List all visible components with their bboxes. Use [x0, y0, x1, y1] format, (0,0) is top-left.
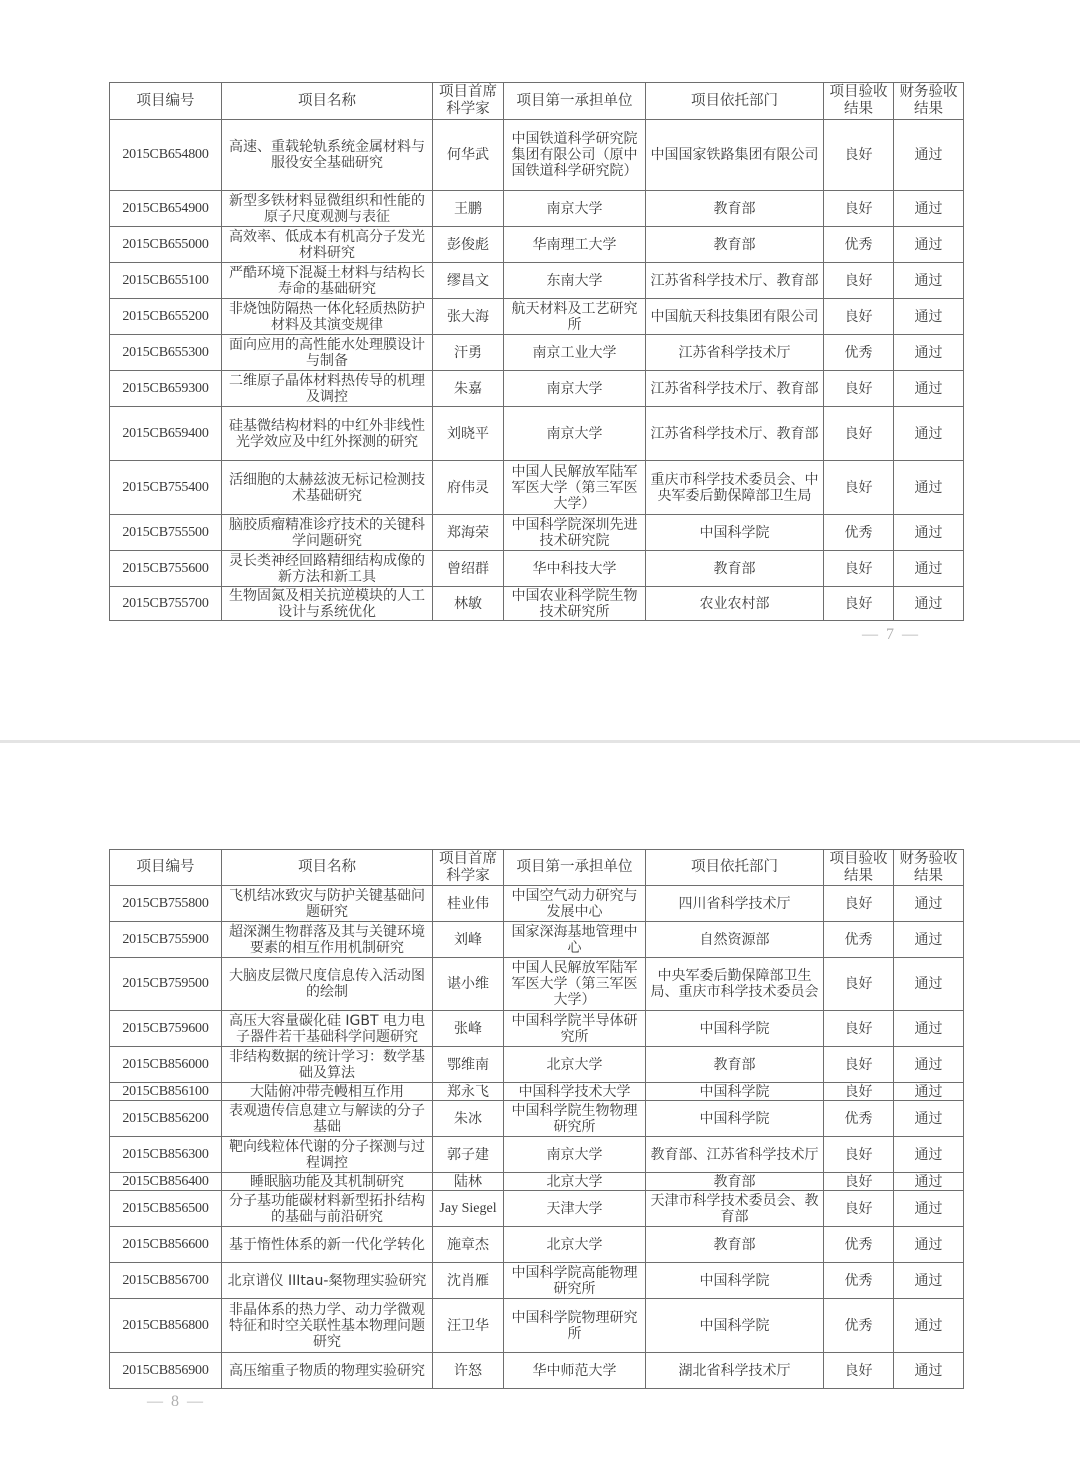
project-name-cell: 硅基微结构材料的中红外非线性光学效应及中红外探测的研究 — [222, 407, 433, 461]
table-row — [110, 1353, 964, 1389]
table-row — [110, 1263, 964, 1299]
lead-unit-cell: 航天材料及工艺研究所 — [504, 299, 646, 335]
chief-scientist-cell: 张大海 — [433, 299, 504, 335]
column-header-line: 项目验收 — [829, 850, 888, 867]
project-result-cell: 良好 — [824, 371, 894, 407]
table-row — [110, 886, 964, 922]
document-page-8 — [0, 743, 1080, 1460]
page-number: — 8 — — [147, 1393, 205, 1410]
project-name-cell: 超深渊生物群落及其与关键环境要素的相互作用机制研究 — [222, 922, 433, 958]
project-code-cell: 2015CB856100 — [110, 1083, 222, 1101]
supporting-dept-cell: 教育部、江苏省科学技术厅 — [646, 1137, 824, 1173]
lead-unit-cell: 中国人民解放军陆军军医大学（第三军医大学） — [504, 958, 646, 1011]
column-header — [894, 850, 964, 886]
finance-result-cell: 通过 — [894, 227, 964, 263]
chief-scientist-cell: 郑永飞 — [433, 1083, 504, 1101]
column-header-line: 结果 — [914, 101, 943, 117]
column-header-line: 项目编号 — [136, 92, 195, 109]
column-header — [222, 850, 433, 886]
project-code-cell: 2015CB755500 — [110, 515, 222, 551]
chief-scientist-cell: 何华武 — [433, 120, 504, 191]
project-code-cell: 2015CB856000 — [110, 1047, 222, 1083]
project-result-cell: 良好 — [824, 1173, 894, 1191]
project-result-cell: 优秀 — [824, 1101, 894, 1137]
project-result-cell: 优秀 — [824, 335, 894, 371]
project-result-cell: 良好 — [824, 191, 894, 227]
column-header-line: 科学家 — [446, 101, 490, 117]
table-header-row — [110, 850, 964, 886]
project-result-cell: 良好 — [824, 1191, 894, 1227]
lead-unit-cell: 国家深海基地管理中心 — [504, 922, 646, 958]
project-name-cell: 严酷环境下混凝土材料与结构长寿命的基础研究 — [222, 263, 433, 299]
column-header-line: 结果 — [844, 867, 873, 884]
project-code-cell: 2015CB654900 — [110, 191, 222, 227]
lead-unit-cell: 华中师范大学 — [504, 1353, 646, 1389]
supporting-dept-cell: 四川省科学技术厅 — [646, 886, 824, 922]
supporting-dept-cell: 中国科学院 — [646, 1101, 824, 1137]
lead-unit-cell: 中国科学院物理研究所 — [504, 1299, 646, 1353]
project-name-cell: 灵长类神经回路精细结构成像的新方法和新工具 — [222, 551, 433, 587]
supporting-dept-cell: 中国科学院 — [646, 1299, 824, 1353]
chief-scientist-cell: 郑海荣 — [433, 515, 504, 551]
column-header — [433, 850, 504, 886]
lead-unit-cell: 中国人民解放军陆军军医大学（第三军医大学） — [504, 461, 646, 515]
chief-scientist-cell: 刘峰 — [433, 922, 504, 958]
column-header-line: 项目第一承担单位 — [516, 859, 633, 875]
chief-scientist-cell: 陆林 — [433, 1173, 504, 1191]
project-name-cell: 分子基功能碳材料新型拓扑结构的基础与前沿研究 — [222, 1191, 433, 1227]
chief-scientist-cell: 许怒 — [433, 1353, 504, 1389]
supporting-dept-cell: 中国科学院 — [646, 1011, 824, 1047]
project-code-cell: 2015CB659400 — [110, 407, 222, 461]
project-result-cell: 良好 — [824, 1353, 894, 1389]
finance-result-cell: 通过 — [894, 551, 964, 587]
project-code-cell: 2015CB856600 — [110, 1227, 222, 1263]
supporting-dept-cell: 教育部 — [646, 551, 824, 587]
column-header-line: 项目名称 — [298, 92, 356, 109]
project-code-cell: 2015CB655300 — [110, 335, 222, 371]
project-acceptance-table-page-8 — [109, 849, 964, 1389]
project-code-cell: 2015CB755800 — [110, 886, 222, 922]
supporting-dept-cell: 教育部 — [646, 1227, 824, 1263]
project-result-cell: 良好 — [824, 461, 894, 515]
project-code-cell: 2015CB856300 — [110, 1137, 222, 1173]
project-code-cell: 2015CB759600 — [110, 1011, 222, 1047]
chief-scientist-cell: 曾绍群 — [433, 551, 504, 587]
table-row — [110, 1227, 964, 1263]
column-header-line: 项目依托部门 — [691, 92, 778, 109]
project-name-cell: 表观遗传信息建立与解读的分子基础 — [222, 1101, 433, 1137]
project-name-cell: 非结构数据的统计学习：数学基础及算法 — [222, 1047, 433, 1083]
project-code-cell: 2015CB755400 — [110, 461, 222, 515]
project-result-cell: 良好 — [824, 120, 894, 191]
project-code-cell: 2015CB856500 — [110, 1191, 222, 1227]
finance-result-cell: 通过 — [894, 1137, 964, 1173]
table-row — [110, 1173, 964, 1191]
table-row — [110, 1137, 964, 1173]
supporting-dept-cell: 农业农村部 — [646, 587, 824, 621]
table-row — [110, 922, 964, 958]
chief-scientist-cell: 桂业伟 — [433, 886, 504, 922]
project-name-cell: 高压缩重子物质的物理实验研究 — [222, 1353, 433, 1389]
chief-scientist-cell: 缪昌文 — [433, 263, 504, 299]
table-row — [110, 1083, 964, 1101]
table-row — [110, 299, 964, 335]
column-header — [504, 850, 646, 886]
column-header — [646, 850, 824, 886]
page-number: — 7 — — [862, 626, 920, 643]
chief-scientist-cell: 朱嘉 — [433, 371, 504, 407]
supporting-dept-cell: 教育部 — [646, 227, 824, 263]
lead-unit-cell: 中国科学院半导体研究所 — [504, 1011, 646, 1047]
supporting-dept-cell: 江苏省科学技术厅、教育部 — [646, 263, 824, 299]
column-header-line: 科学家 — [446, 867, 490, 884]
project-code-cell: 2015CB856900 — [110, 1353, 222, 1389]
project-name-cell: 二维原子晶体材料热传导的机理及调控 — [222, 371, 433, 407]
finance-result-cell: 通过 — [894, 191, 964, 227]
chief-scientist-cell: 汪卫华 — [433, 1299, 504, 1353]
table-row — [110, 407, 964, 461]
chief-scientist-cell: 郭子建 — [433, 1137, 504, 1173]
finance-result-cell: 通过 — [894, 461, 964, 515]
project-code-cell: 2015CB856200 — [110, 1101, 222, 1137]
table-row — [110, 227, 964, 263]
column-header — [222, 83, 433, 120]
supporting-dept-cell: 教育部 — [646, 1047, 824, 1083]
lead-unit-cell: 南京大学 — [504, 1137, 646, 1173]
project-name-cell: 靶向线粒体代谢的分子探测与过程调控 — [222, 1137, 433, 1173]
supporting-dept-cell: 中国科学院 — [646, 515, 824, 551]
project-code-cell: 2015CB856400 — [110, 1173, 222, 1191]
finance-result-cell: 通过 — [894, 120, 964, 191]
table-row — [110, 551, 964, 587]
project-result-cell: 良好 — [824, 1011, 894, 1047]
project-result-cell: 优秀 — [824, 515, 894, 551]
project-result-cell: 良好 — [824, 263, 894, 299]
project-code-cell: 2015CB755700 — [110, 587, 222, 621]
project-result-cell: 良好 — [824, 407, 894, 461]
supporting-dept-cell: 中国航天科技集团有限公司 — [646, 299, 824, 335]
lead-unit-cell: 南京大学 — [504, 371, 646, 407]
supporting-dept-cell: 江苏省科学技术厅、教育部 — [646, 371, 824, 407]
finance-result-cell: 通过 — [894, 1101, 964, 1137]
project-name-cell: 新型多铁材料显微组织和性能的原子尺度观测与表征 — [222, 191, 433, 227]
column-header-line: 项目首席 — [439, 84, 497, 100]
project-result-cell: 良好 — [824, 1083, 894, 1101]
column-header — [894, 83, 964, 120]
column-header — [646, 83, 824, 120]
column-header-line: 结果 — [844, 101, 873, 117]
project-name-cell: 北京谱仪 IIItau-粲物理实验研究 — [222, 1263, 433, 1299]
table-row — [110, 335, 964, 371]
finance-result-cell: 通过 — [894, 1227, 964, 1263]
finance-result-cell: 通过 — [894, 587, 964, 621]
column-header — [824, 850, 894, 886]
finance-result-cell: 通过 — [894, 1083, 964, 1101]
supporting-dept-cell: 江苏省科学技术厅、教育部 — [646, 407, 824, 461]
chief-scientist-cell: 刘晓平 — [433, 407, 504, 461]
supporting-dept-cell: 重庆市科学技术委员会、中央军委后勤保障部卫生局 — [646, 461, 824, 515]
table-row — [110, 1101, 964, 1137]
project-name-cell: 活细胞的太赫兹波无标记检测技术基础研究 — [222, 461, 433, 515]
finance-result-cell: 通过 — [894, 1047, 964, 1083]
table-row — [110, 515, 964, 551]
lead-unit-cell: 华南理工大学 — [504, 227, 646, 263]
column-header-line: 结果 — [914, 867, 943, 884]
column-header-line: 项目首席 — [439, 850, 497, 867]
chief-scientist-cell: 朱冰 — [433, 1101, 504, 1137]
table-row — [110, 191, 964, 227]
supporting-dept-cell: 中国科学院 — [646, 1083, 824, 1101]
project-code-cell: 2015CB755900 — [110, 922, 222, 958]
project-result-cell: 良好 — [824, 299, 894, 335]
finance-result-cell: 通过 — [894, 886, 964, 922]
chief-scientist-cell: 谌小维 — [433, 958, 504, 1011]
project-code-cell: 2015CB655100 — [110, 263, 222, 299]
chief-scientist-cell: 汗勇 — [433, 335, 504, 371]
finance-result-cell: 通过 — [894, 1173, 964, 1191]
project-result-cell: 良好 — [824, 1047, 894, 1083]
supporting-dept-cell: 自然资源部 — [646, 922, 824, 958]
finance-result-cell: 通过 — [894, 1191, 964, 1227]
lead-unit-cell: 北京大学 — [504, 1047, 646, 1083]
table-row — [110, 263, 964, 299]
project-name-cell: 生物固氮及相关抗逆模块的人工设计与系统优化 — [222, 587, 433, 621]
column-header — [504, 83, 646, 120]
finance-result-cell: 通过 — [894, 922, 964, 958]
finance-result-cell: 通过 — [894, 299, 964, 335]
column-header-line: 财务验收 — [899, 84, 958, 100]
project-code-cell: 2015CB655000 — [110, 227, 222, 263]
supporting-dept-cell: 天津市科学技术委员会、教育部 — [646, 1191, 824, 1227]
project-result-cell: 良好 — [824, 886, 894, 922]
project-code-cell: 2015CB856700 — [110, 1263, 222, 1299]
table-row — [110, 120, 964, 191]
column-header-line: 项目验收 — [829, 84, 888, 100]
lead-unit-cell: 东南大学 — [504, 263, 646, 299]
supporting-dept-cell: 中国国家铁路集团有限公司 — [646, 120, 824, 191]
lead-unit-cell: 北京大学 — [504, 1173, 646, 1191]
finance-result-cell: 通过 — [894, 958, 964, 1011]
lead-unit-cell: 中国空气动力研究与发展中心 — [504, 886, 646, 922]
project-acceptance-table-page-7 — [109, 82, 964, 621]
supporting-dept-cell: 教育部 — [646, 191, 824, 227]
supporting-dept-cell: 中央军委后勤保障部卫生局、重庆市科学技术委员会 — [646, 958, 824, 1011]
lead-unit-cell: 南京大学 — [504, 191, 646, 227]
project-name-cell: 高效率、低成本有机高分子发光材料研究 — [222, 227, 433, 263]
project-name-cell: 基于惰性体系的新一代化学转化 — [222, 1227, 433, 1263]
supporting-dept-cell: 湖北省科学技术厅 — [646, 1353, 824, 1389]
project-code-cell: 2015CB655200 — [110, 299, 222, 335]
chief-scientist-cell: 施章杰 — [433, 1227, 504, 1263]
chief-scientist-cell: 鄂维南 — [433, 1047, 504, 1083]
lead-unit-cell: 中国铁道科学研究院集团有限公司（原中国铁道科学研究院） — [504, 120, 646, 191]
column-header-line: 项目依托部门 — [691, 859, 778, 875]
project-result-cell: 优秀 — [824, 227, 894, 263]
table-row — [110, 958, 964, 1011]
table-row — [110, 1011, 964, 1047]
finance-result-cell: 通过 — [894, 1011, 964, 1047]
column-header-line: 项目第一承担单位 — [516, 92, 633, 109]
finance-result-cell: 通过 — [894, 515, 964, 551]
lead-unit-cell: 南京大学 — [504, 407, 646, 461]
project-name-cell: 大陆俯冲带壳幔相互作用 — [222, 1083, 433, 1101]
table-row — [110, 1299, 964, 1353]
project-result-cell: 良好 — [824, 958, 894, 1011]
table-row — [110, 461, 964, 515]
project-result-cell: 优秀 — [824, 922, 894, 958]
lead-unit-cell: 南京工业大学 — [504, 335, 646, 371]
project-name-cell: 飞机结冰致灾与防护关键基础问题研究 — [222, 886, 433, 922]
table-header-row — [110, 83, 964, 120]
table-row — [110, 1191, 964, 1227]
lead-unit-cell: 中国科学院高能物理研究所 — [504, 1263, 646, 1299]
column-header — [433, 83, 504, 120]
lead-unit-cell: 天津大学 — [504, 1191, 646, 1227]
finance-result-cell: 通过 — [894, 407, 964, 461]
project-name-cell: 大脑皮层微尺度信息传入活动图的绘制 — [222, 958, 433, 1011]
lead-unit-cell: 中国科学院深圳先进技术研究院 — [504, 515, 646, 551]
chief-scientist-cell: Jay Siegel — [433, 1191, 504, 1227]
project-name-cell: 高速、重载轮轨系统金属材料与服役安全基础研究 — [222, 120, 433, 191]
supporting-dept-cell: 教育部 — [646, 1173, 824, 1191]
supporting-dept-cell: 江苏省科学技术厅 — [646, 335, 824, 371]
lead-unit-cell: 北京大学 — [504, 1227, 646, 1263]
project-code-cell: 2015CB654800 — [110, 120, 222, 191]
project-name-cell: 面向应用的高性能水处理膜设计与制备 — [222, 335, 433, 371]
supporting-dept-cell: 中国科学院 — [646, 1263, 824, 1299]
finance-result-cell: 通过 — [894, 1263, 964, 1299]
project-name-cell: 高压大容量碳化硅 IGBT 电力电子器件若干基础科学问题研究 — [222, 1011, 433, 1047]
table-row — [110, 1047, 964, 1083]
project-name-cell: 睡眠脑功能及其机制研究 — [222, 1173, 433, 1191]
project-code-cell: 2015CB759500 — [110, 958, 222, 1011]
chief-scientist-cell: 府伟灵 — [433, 461, 504, 515]
finance-result-cell: 通过 — [894, 1299, 964, 1353]
lead-unit-cell: 中国农业科学院生物技术研究所 — [504, 587, 646, 621]
project-code-cell: 2015CB659300 — [110, 371, 222, 407]
chief-scientist-cell: 彭俊彪 — [433, 227, 504, 263]
project-code-cell: 2015CB755600 — [110, 551, 222, 587]
column-header — [824, 83, 894, 120]
column-header — [110, 83, 222, 120]
chief-scientist-cell: 张峰 — [433, 1011, 504, 1047]
table-row — [110, 371, 964, 407]
lead-unit-cell: 华中科技大学 — [504, 551, 646, 587]
project-result-cell: 优秀 — [824, 1263, 894, 1299]
finance-result-cell: 通过 — [894, 1353, 964, 1389]
project-name-cell: 非烧蚀防隔热一体化轻质热防护材料及其演变规律 — [222, 299, 433, 335]
lead-unit-cell: 中国科学院生物物理研究所 — [504, 1101, 646, 1137]
project-result-cell: 优秀 — [824, 1299, 894, 1353]
chief-scientist-cell: 王鹏 — [433, 191, 504, 227]
column-header — [110, 850, 222, 886]
project-code-cell: 2015CB856800 — [110, 1299, 222, 1353]
chief-scientist-cell: 林敏 — [433, 587, 504, 621]
finance-result-cell: 通过 — [894, 263, 964, 299]
table-row — [110, 587, 964, 621]
finance-result-cell: 通过 — [894, 335, 964, 371]
project-name-cell: 非晶体系的热力学、动力学微观特征和时空关联性基本物理问题研究 — [222, 1299, 433, 1353]
finance-result-cell: 通过 — [894, 371, 964, 407]
project-result-cell: 良好 — [824, 1137, 894, 1173]
project-result-cell: 良好 — [824, 551, 894, 587]
project-result-cell: 优秀 — [824, 1227, 894, 1263]
lead-unit-cell: 中国科学技术大学 — [504, 1083, 646, 1101]
column-header-line: 项目编号 — [136, 859, 195, 875]
chief-scientist-cell: 沈肖雁 — [433, 1263, 504, 1299]
column-header-line: 财务验收 — [899, 850, 958, 867]
project-result-cell: 良好 — [824, 587, 894, 621]
column-header-line: 项目名称 — [298, 859, 356, 875]
project-name-cell: 脑胶质瘤精准诊疗技术的关键科学问题研究 — [222, 515, 433, 551]
